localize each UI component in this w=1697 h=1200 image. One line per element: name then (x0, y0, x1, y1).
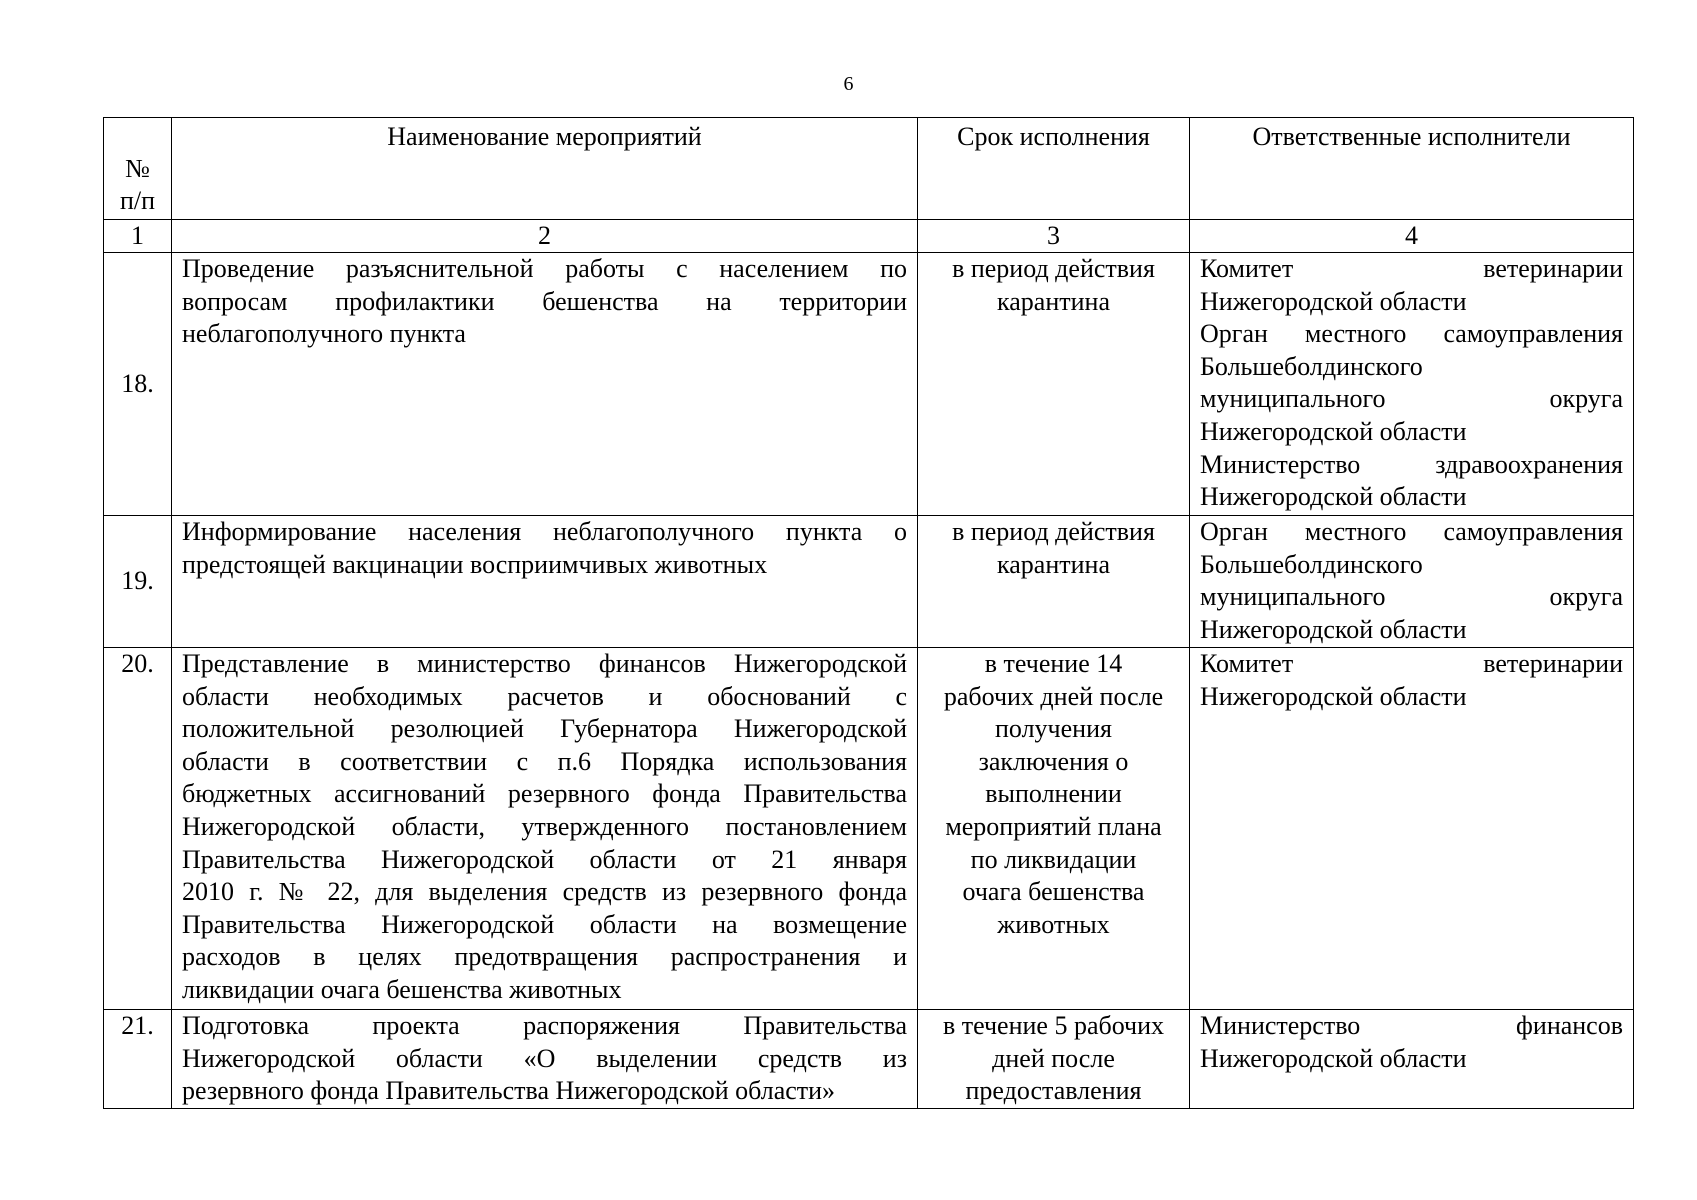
row-responsible-line: Орган местного самоуправления (1200, 517, 1623, 546)
row-name-line: 2010 г. № 22, для выделения средств из резервного фонда (182, 877, 907, 907)
row-responsible-line: Нижегородской области (1200, 416, 1467, 446)
row-term-line: животных (997, 909, 1110, 939)
table-row (104, 253, 1634, 516)
header-responsible: Ответственные исполнители (1190, 118, 1634, 220)
row-name-line: вопросам профилактики бешенства на территории (182, 286, 907, 316)
row-term-line: получения (995, 714, 1112, 744)
row-term-line: заключения о (978, 746, 1129, 776)
row-term-line: в течение 14 (984, 649, 1123, 678)
row-name-line: ликвидации очага бешенства животных (182, 974, 622, 1004)
row-name-line: Правительства Нижегородской области на возмещение (182, 909, 907, 939)
row-term-line: карантина (997, 286, 1110, 316)
row-name (172, 516, 918, 648)
row-responsible-line: Нижегородской области (1200, 482, 1467, 512)
header-num-line: № (125, 154, 150, 183)
header-num-line: п/п (119, 186, 156, 215)
row-number: 20. (104, 648, 172, 1010)
column-index-row (104, 220, 1634, 253)
row-name-line: расходов в целях предотвращения распространения и (182, 942, 907, 972)
row-name-line: Проведение разъяснительной работы с населением по (182, 254, 907, 283)
row-responsible-line: Нижегородской области (1200, 286, 1467, 316)
row-term-line: по ликвидации (970, 844, 1137, 874)
row-responsible (1190, 1010, 1634, 1109)
row-responsible (1190, 253, 1634, 516)
page-number: 6 (843, 73, 854, 95)
row-term-line: мероприятий плана (945, 811, 1162, 841)
row-name-line: Информирование населения неблагополучного пункта о (182, 517, 907, 546)
row-responsible-line: Орган местного самоуправления (1200, 319, 1623, 349)
row-number: 19. (104, 516, 172, 648)
table-header-row (104, 118, 1634, 220)
row-name-line: Нижегородской области «О выделении средств из (182, 1043, 907, 1073)
row-name-line: области необходимых расчетов и обоснований с (182, 681, 907, 711)
row-term-line: в период действия (952, 517, 1155, 546)
header-num (104, 118, 172, 220)
row-term (918, 648, 1190, 1010)
row-name-line: неблагополучного пункта (182, 319, 466, 349)
row-name (172, 648, 918, 1010)
row-responsible-line: муниципального округа (1200, 384, 1623, 414)
row-name-line: Нижегородской области, утвержденного постановлением (182, 811, 907, 841)
row-number: 18. (104, 253, 172, 516)
table-row (104, 1010, 1634, 1109)
row-responsible (1190, 648, 1634, 1010)
row-responsible-line: Нижегородской области (1200, 614, 1467, 644)
row-term-line: в период действия (952, 254, 1155, 283)
row-name (172, 1010, 918, 1109)
header-term: Срок исполнения (918, 118, 1190, 220)
row-term-line: выполнении (985, 779, 1122, 809)
column-index: 1 (104, 220, 172, 253)
row-name-line: положительной резолюцией Губернатора Нижегородской (182, 714, 907, 744)
row-name (172, 253, 918, 516)
row-responsible-line: Комитет ветеринарии (1200, 649, 1623, 678)
row-term-line: в течение 5 рабочих (942, 1011, 1165, 1040)
row-name-line: Правительства Нижегородской области от 21 января (182, 844, 907, 874)
row-responsible-line: Министерство финансов (1200, 1011, 1623, 1040)
table-row (104, 648, 1634, 1010)
row-term-line: очага бешенства (962, 877, 1145, 907)
row-responsible-line: Министерство здравоохранения (1200, 449, 1623, 479)
row-name-line: Подготовка проекта распоряжения Правительства (182, 1011, 907, 1040)
column-index: 3 (918, 220, 1190, 253)
row-responsible-line: Комитет ветеринарии (1200, 254, 1623, 283)
row-responsible-line: Большеболдинского (1200, 351, 1423, 381)
row-term-line: предоставления (965, 1076, 1142, 1106)
row-responsible (1190, 516, 1634, 648)
row-term-line: рабочих дней после (943, 681, 1164, 711)
row-term (918, 253, 1190, 516)
row-term (918, 1010, 1190, 1109)
row-responsible-line: Нижегородской области (1200, 681, 1467, 711)
column-index: 4 (1190, 220, 1634, 253)
row-name-line: бюджетных ассигнований резервного фонда Правительства (182, 779, 907, 809)
plan-table (103, 117, 1634, 1109)
row-number: 21. (104, 1010, 172, 1109)
row-responsible-line: Нижегородской области (1200, 1043, 1467, 1073)
row-name-line: Представление в министерство финансов Нижегородской (182, 649, 907, 678)
row-term-line: карантина (997, 549, 1110, 579)
header-name: Наименование мероприятий (172, 118, 918, 220)
table-row (104, 516, 1634, 648)
row-term (918, 516, 1190, 648)
row-responsible-line: муниципального округа (1200, 582, 1623, 612)
row-term-line: дней после (992, 1043, 1115, 1073)
row-responsible-line: Большеболдинского (1200, 549, 1423, 579)
row-name-line: предстоящей вакцинации восприимчивых животных (182, 549, 768, 579)
column-index: 2 (172, 220, 918, 253)
row-name-line: области в соответствии с п.6 Порядка использования (182, 746, 907, 776)
row-name-line: резервного фонда Правительства Нижегородской области» (182, 1076, 836, 1106)
